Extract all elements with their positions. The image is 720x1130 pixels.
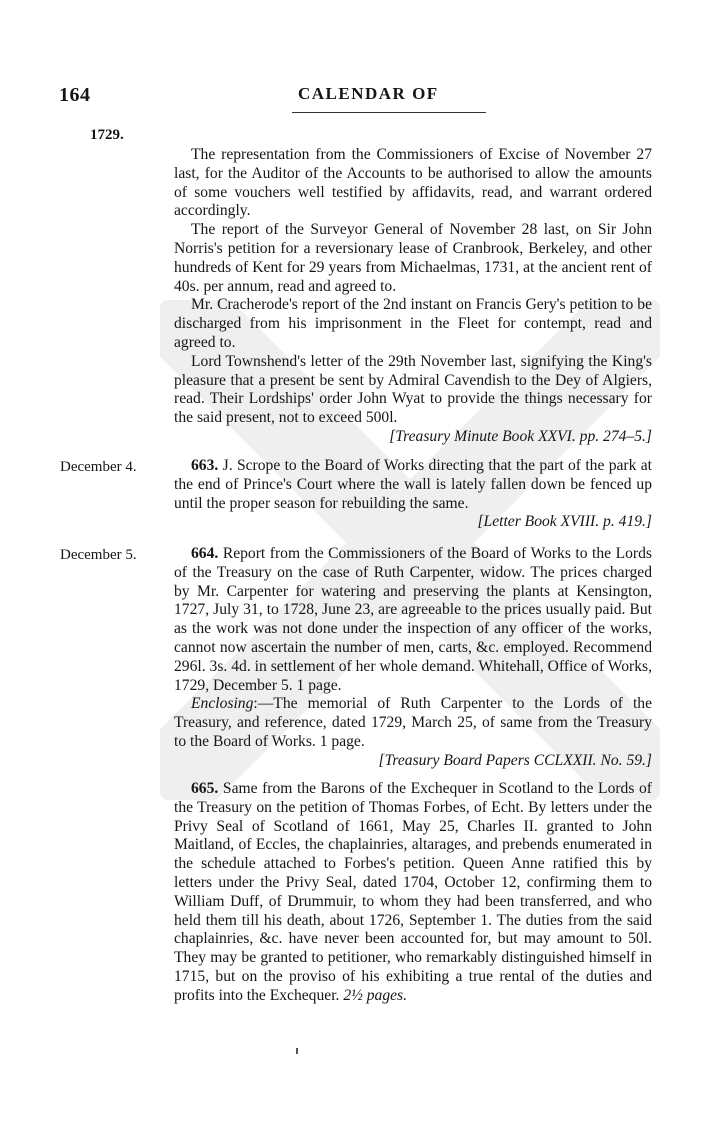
entry-number-665: 665. xyxy=(191,780,219,797)
header-rule xyxy=(292,112,486,113)
entry-665 xyxy=(174,780,652,1006)
minute-book-block xyxy=(174,146,652,447)
date-margin-663: December 4. xyxy=(60,459,137,475)
running-head: CALENDAR OF xyxy=(298,84,439,103)
reference-letter-book: [Letter Book XVIII. p. 419.] xyxy=(477,513,652,531)
paragraph-cracherode: Mr. Cracherode's report of the 2nd instant on Francis Gery's petition to be discharged from his imprisonment in the Fleet for contempt, read and agreed to. xyxy=(174,296,652,351)
entry-number-663: 663. xyxy=(191,457,219,474)
entry-text-664: Report from the Commissioners of the Board of Works to the Lords of the Treasury on the case of Ruth Carpenter, widow. The prices charged by Mr. Carpenter for watering and preserving the plants at Kensington, 1727, July 31, to 1728, June 23, are agreeable to the prices usually paid. But as the work was not done under the inspection of any officer of the works, cannot now ascertain the number of men, carts, &c. employed. Recommend 296l. 3s. 4d. in settlement of her whole demand. Whitehall, Office of Works, 1729, December 5. 1 page. xyxy=(174,545,652,694)
bottom-mark xyxy=(296,1048,298,1054)
page-number: 164 xyxy=(59,84,91,106)
reference-board-papers: [Treasury Board Papers CCLXXII. No. 59.] xyxy=(378,751,652,769)
paragraph-surveyor: The report of the Surveyor General of November 28 last, on Sir John Norris's petition for a reversionary lease of Cranbrook, Berkeley, and other hundreds of Kent for 29 years from Michaelmas, 1731, at the ancient rent of 40s. per annum, read and agreed to. xyxy=(174,221,652,295)
entry-text-665: Same from the Barons of the Exchequer in Scotland to the Lords of the Treasury on the petition of Thomas Forbes, of Echt. By letters under the Privy Seal of Scotland of 1661, May 25, Charles II. granted to John Maitland, of Eccles, the chaplainries, altarages, and prebends enumerated in the schedule attached to Forbes's petition. Queen Anne ratified this by letters under the Privy Seal, dated 1704, October 12, confirming them to William Duff, of Drummuir, to whom they had been transferred, and who held them till his death, about 1726, September 1. The duties from the said chaplainries, &c. have never been accounted for, but may amount to 50l. They may be granted to petitioner, who remarkably distinguished himself in 1715, but on the proviso of his exhibiting a true rental of the duties and profits into the Exchequer. xyxy=(174,780,652,1004)
paragraph-excise: The representation from the Commissioners of Excise of November 27 last, for the Auditor of the Accounts to be authorised to allow the amounts of some vouchers well testified by affidavits, read, and warrant ordered accordingly. xyxy=(174,146,652,220)
entry-number-664: 664. xyxy=(191,545,219,562)
entry-664 xyxy=(174,545,652,771)
date-margin-664: December 5. xyxy=(60,547,137,563)
entry-663 xyxy=(174,457,652,532)
enclosing-label: Enclosing xyxy=(191,695,254,713)
enclosing-text: :—The memorial of Ruth Carpenter to the Lords of the Treasury, and reference, dated 1729, March 25, of same from the Treasury to the Board of Works. 1 page. xyxy=(174,695,652,750)
year-margin-label: 1729. xyxy=(90,127,124,143)
reference-minute-book: [Treasury Minute Book XXVI. pp. 274–5.] xyxy=(389,427,652,445)
entry-text-663: J. Scrope to the Board of Works directing that the part of the park at the end of Prince's Court where the wall is lately fallen down be fenced up until the proper season for rebuilding the same. xyxy=(174,457,652,512)
paragraph-townshend: Lord Townshend's letter of the 29th November last, signifying the King's pleasure that a present be sent by Admiral Cavendish to the Dey of Algiers, read. Their Lordships' order John Wyat to provide the things necessary for the said present, not to exceed 500l. xyxy=(174,352,652,427)
entry-pages-665: 2½ pages. xyxy=(343,986,408,1004)
